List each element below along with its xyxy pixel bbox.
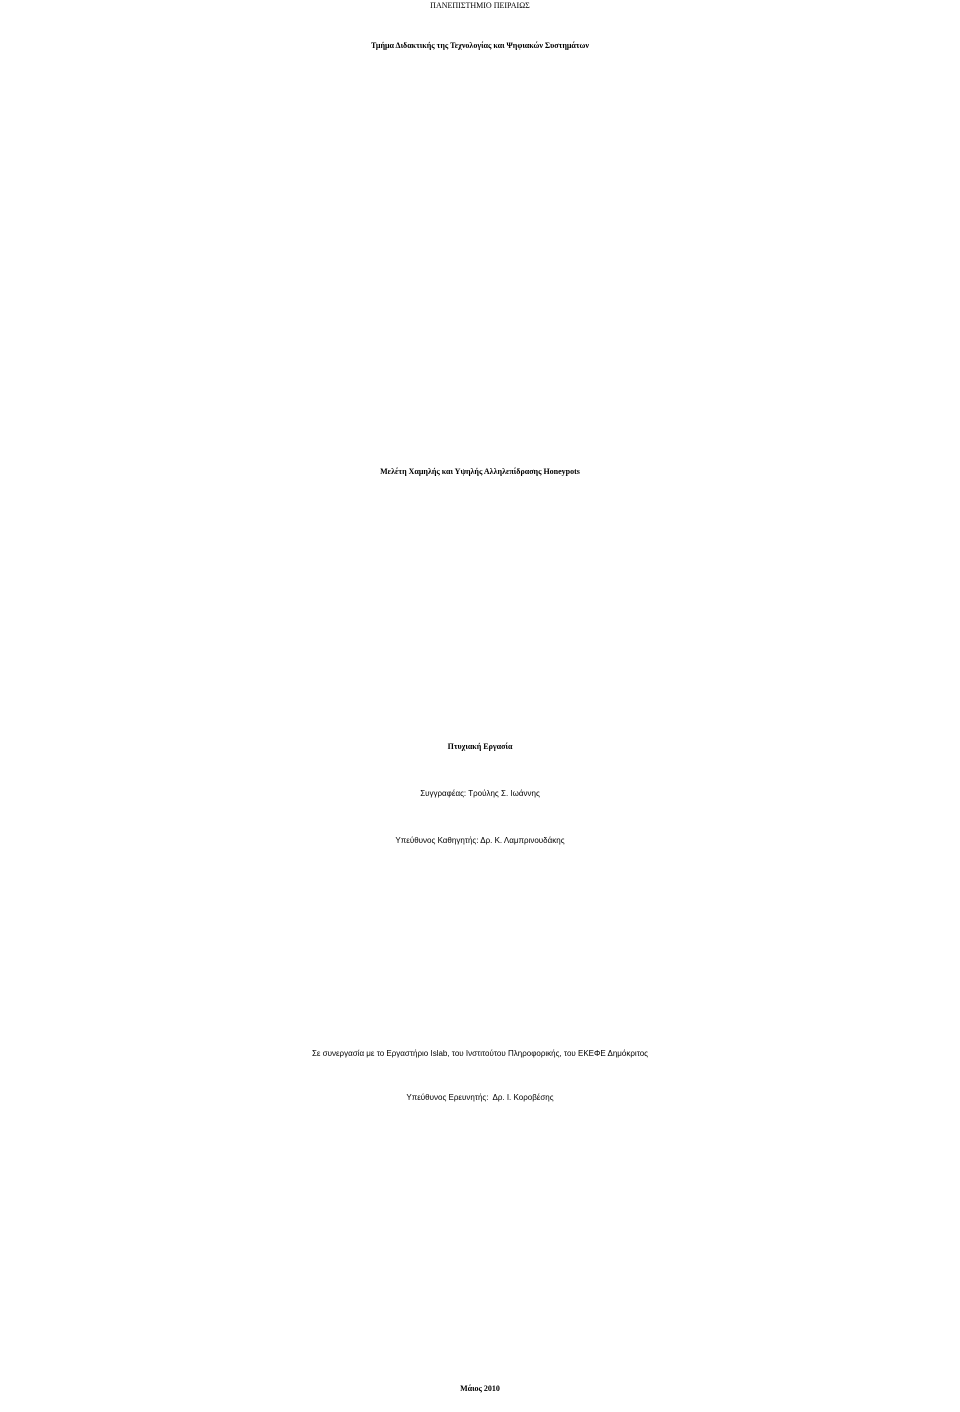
- publication-date: Μάιος 2010: [460, 1384, 500, 1393]
- supervisor-line: Υπεύθυνος Καθηγητής: Δρ. Κ. Λαμπρινουδάκης: [395, 836, 565, 845]
- researcher-line: Υπεύθυνος Ερευνητής: Δρ. Ι. Κοροβέσης: [406, 1093, 554, 1102]
- university-name: ΠΑΝΕΠΙΣΤΗΜΙΟ ΠΕΙΡΑΙΩΣ: [430, 1, 530, 10]
- author-line: Συγγραφέας: Τρούλης Σ. Ιωάννης: [420, 789, 540, 798]
- collaboration-line: Σε συνεργασία με το Εργαστήριο Islab, του Ινστιτούτου Πληροφορικής, του ΕΚΕΦΕ Δημόκριτος: [311, 1049, 649, 1058]
- document-type: Πτυχιακή Εργασία: [447, 742, 513, 751]
- department-name: Τμήμα Διδακτικής της Τεχνολογίας και Ψηφιακών Συστημάτων: [371, 41, 589, 50]
- thesis-title: Μελέτη Χαμηλής και Υψηλής Αλληλεπίδρασης Honeypots: [380, 467, 580, 476]
